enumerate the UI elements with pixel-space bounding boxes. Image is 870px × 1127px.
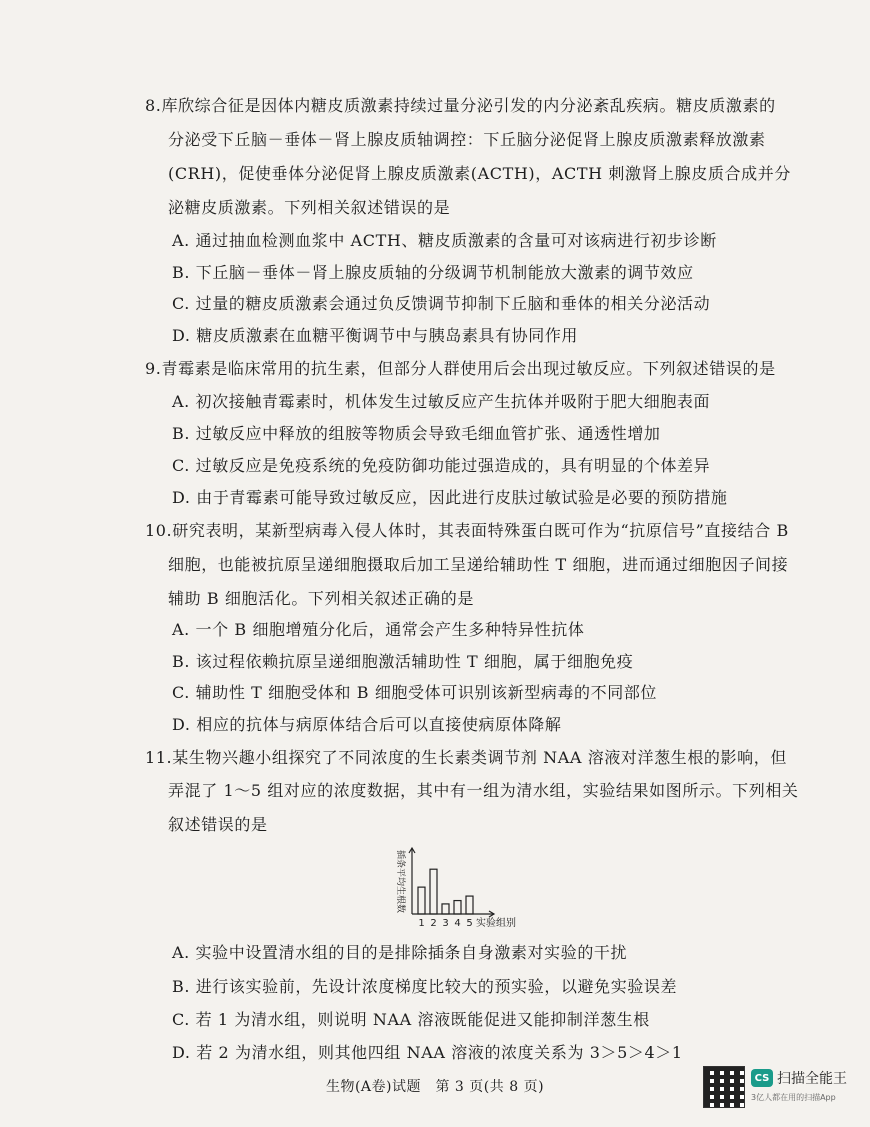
y-axis-label: 插条平均生根数 (395, 850, 405, 914)
question-text-line: (CRH)，促使垂体分泌促肾上腺皮质激素(ACTH)，ACTH 刺激肾上腺皮质合成并分 (168, 164, 791, 183)
chart-svg (370, 836, 530, 936)
option-b: B. 过敏反应中释放的组胺等物质会导致毛细血管扩张、通透性增加 (172, 424, 661, 443)
option-c: C. 若 1 为清水组，则说明 NAA 溶液既能促进又能抑制洋葱生根 (172, 1010, 650, 1029)
option-a: A. 一个 B 细胞增殖分化后，通常会产生多种特异性抗体 (172, 620, 585, 639)
camscanner-logo-icon: CS (751, 1069, 773, 1087)
question-text-line: 11.某生物兴趣小组探究了不同浓度的生长素类调节剂 NAA 溶液对洋葱生根的影响，但 (145, 748, 787, 767)
x-tick-label: 3 (442, 918, 449, 929)
page-footer: 生物(A卷)试题 第 3 页(共 8 页) (325, 1079, 545, 1095)
x-tick-label: 1 (418, 918, 425, 929)
camscanner-name: 扫描全能王 (777, 1071, 847, 1087)
bar-group-1 (418, 887, 425, 914)
question-text-line: 细胞，也能被抗原呈递细胞摄取后加工呈递给辅助性 T 细胞，进而通过细胞因子间接 (168, 555, 789, 574)
option-c: C. 辅助性 T 细胞受体和 B 细胞受体可识别该新型病毒的不同部位 (172, 683, 658, 702)
x-tick-label: 5 (466, 918, 473, 929)
bar-group-4 (454, 901, 461, 914)
option-b: B. 进行该实验前，先设计浓度梯度比较大的预实验，以避免实验误差 (172, 977, 678, 996)
question-text-line: 泌糖皮质激素。下列相关叙述错误的是 (168, 198, 451, 217)
x-axis-label: 实验组别 (476, 918, 516, 929)
option-a: A. 实验中设置清水组的目的是排除插条自身激素对实验的干扰 (172, 943, 628, 962)
option-d: D. 糖皮质激素在血糖平衡调节中与胰岛素具有协同作用 (172, 326, 579, 345)
scanner-watermark (703, 1066, 863, 1116)
question-text-line: 10.研究表明，某新型病毒入侵人体时，其表面特殊蛋白既可作为“抗原信号”直接结合 B (145, 521, 789, 540)
x-tick-label: 4 (454, 918, 461, 929)
option-d: D. 相应的抗体与病原体结合后可以直接使病原体降解 (172, 715, 562, 734)
x-tick-label: 2 (430, 918, 437, 929)
option-c: C. 过敏反应是免疫系统的免疫防御功能过强造成的，具有明显的个体差异 (172, 456, 711, 475)
question-text-line: 分泌受下丘脑－垂体－肾上腺皮质轴调控：下丘脑分泌促肾上腺皮质激素释放激素 (168, 130, 766, 149)
question-text-line: 叙述错误的是 (168, 815, 268, 834)
question-text-line: 9.青霉素是临床常用的抗生素，但部分人群使用后会出现过敏反应。下列叙述错误的是 (145, 359, 776, 378)
option-a: A. 通过抽血检测血浆中 ACTH、糖皮质激素的含量可对该病进行初步诊断 (172, 231, 717, 250)
bar-group-5 (466, 896, 473, 914)
camscanner-tagline: 3亿人都在用的扫描App (751, 1093, 836, 1102)
rooting-bar-chart (370, 836, 530, 936)
bar-group-2 (430, 869, 437, 914)
qr-code-icon (703, 1066, 745, 1108)
bar-group-3 (442, 904, 449, 914)
option-d: D. 若 2 为清水组，则其他四组 NAA 溶液的浓度关系为 3＞5＞4＞1 (172, 1043, 683, 1062)
option-d: D. 由于青霉素可能导致过敏反应，因此进行皮肤过敏试验是必要的预防措施 (172, 488, 728, 507)
question-text-line: 辅助 B 细胞活化。下列相关叙述正确的是 (168, 589, 474, 608)
question-text-line: 8.库欣综合征是因体内糖皮质激素持续过量分泌引发的内分泌紊乱疾病。糖皮质激素的 (145, 96, 776, 115)
option-b: B. 该过程依赖抗原呈递细胞激活辅助性 T 细胞，属于细胞免疫 (172, 652, 634, 671)
question-text-line: 弄混了 1～5 组对应的浓度数据，其中有一组为清水组，实验结果如图所示。下列相关 (168, 781, 799, 800)
option-c: C. 过量的糖皮质激素会通过负反馈调节抑制下丘脑和垂体的相关分泌活动 (172, 294, 711, 313)
option-b: B. 下丘脑－垂体－肾上腺皮质轴的分级调节机制能放大激素的调节效应 (172, 263, 694, 282)
option-a: A. 初次接触青霉素时，机体发生过敏反应产生抗体并吸附于肥大细胞表面 (172, 392, 711, 411)
